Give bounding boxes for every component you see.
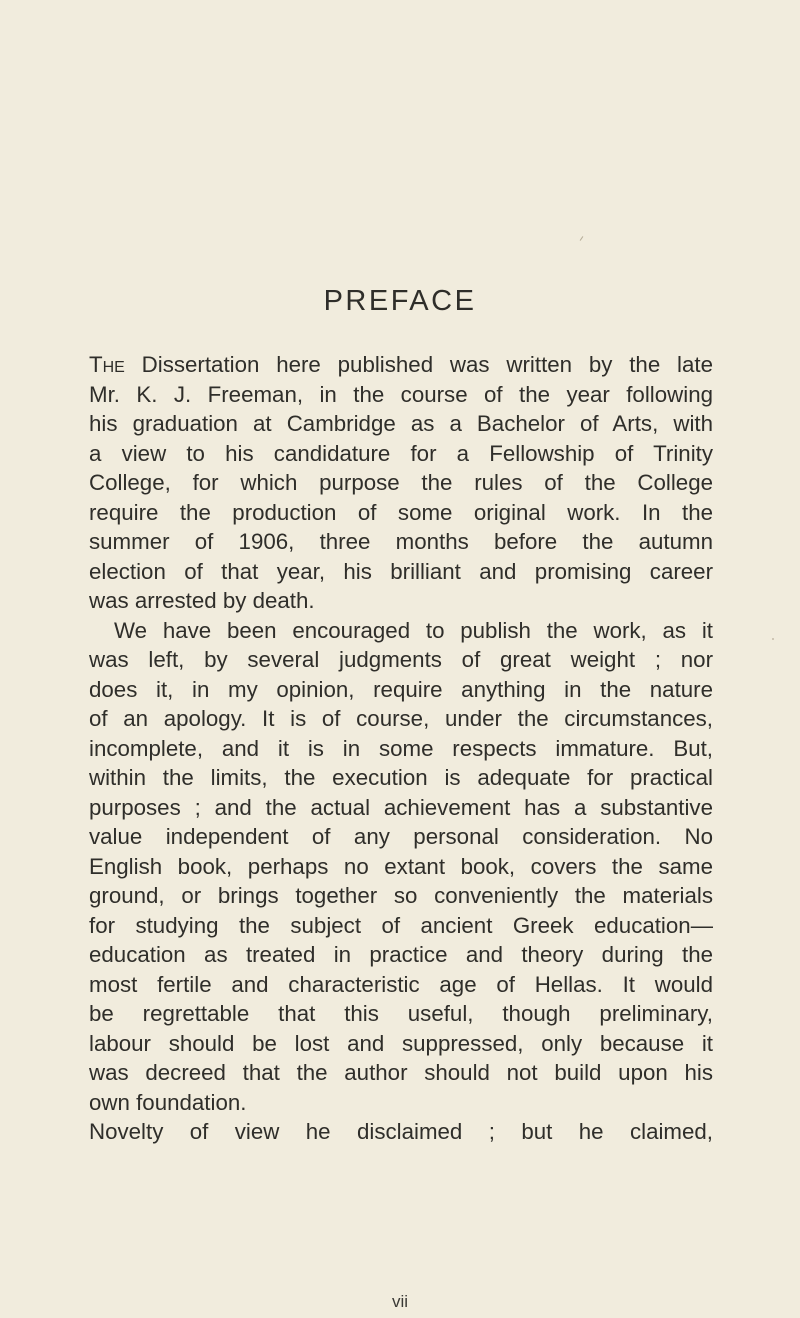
text-line: be regrettable that this useful, though preliminary, [89,1001,713,1026]
text-line: education as treated in practice and theory during the [89,942,713,967]
page-blemish [580,236,584,241]
text-line: was decreed that the author should not build upon his [89,1060,713,1085]
text-line: value independent of any personal consideration. No [89,824,713,849]
text-line: of an apology. It is of course, under the circumstances, [89,706,713,731]
text-line: election of that year, his brilliant and promising career [89,558,713,584]
text-line: summer of 1906, three months before the autumn [89,529,713,554]
text-line: was arrested by death. [89,588,315,613]
text-line: does it, in my opinion, require anything in the nature [89,676,713,702]
text-line: labour should be lost and suppressed, only because it [89,1030,713,1056]
text-line: College, for which purpose the rules of the College [89,470,713,495]
text-line: own foundation. [89,1089,247,1115]
preface-body [89,350,713,1147]
text-line: require the production of some original work. In the [89,499,713,525]
text-line: was left, by several judgments of great weight ; nor [89,647,713,672]
text-line: incomplete, and it is in some respects immature. But, [89,735,713,761]
text-line: We have been encouraged to publish the work, as it [114,617,713,643]
text-line: purposes ; and the actual achievement has a substantive [89,794,713,820]
text-line: his graduation at Cambridge as a Bachelor of Arts, with [89,411,713,436]
page-title: PREFACE [323,285,477,317]
text-line: Mr. K. J. Freeman, in the course of the year following [89,381,713,407]
text-line: English book, perhaps no extant book, covers the same [89,853,713,879]
page-speck [772,638,774,640]
text-line: for studying the subject of ancient Greek education— [89,912,713,938]
text-line: most fertile and characteristic age of Hellas. It would [89,971,713,997]
text-line: a view to his candidature for a Fellowship of Trinity [89,440,713,466]
text-line: The Dissertation here published was written by the late [89,352,713,377]
text-line: ground, or brings together so conveniently the materials [89,883,713,908]
text-line: Novelty of view he disclaimed ; but he claimed, [89,1119,713,1144]
text-line: within the limits, the execution is adequate for practical [89,765,713,790]
small-caps-opening: The [89,352,125,377]
page-number: vii [391,1292,409,1311]
